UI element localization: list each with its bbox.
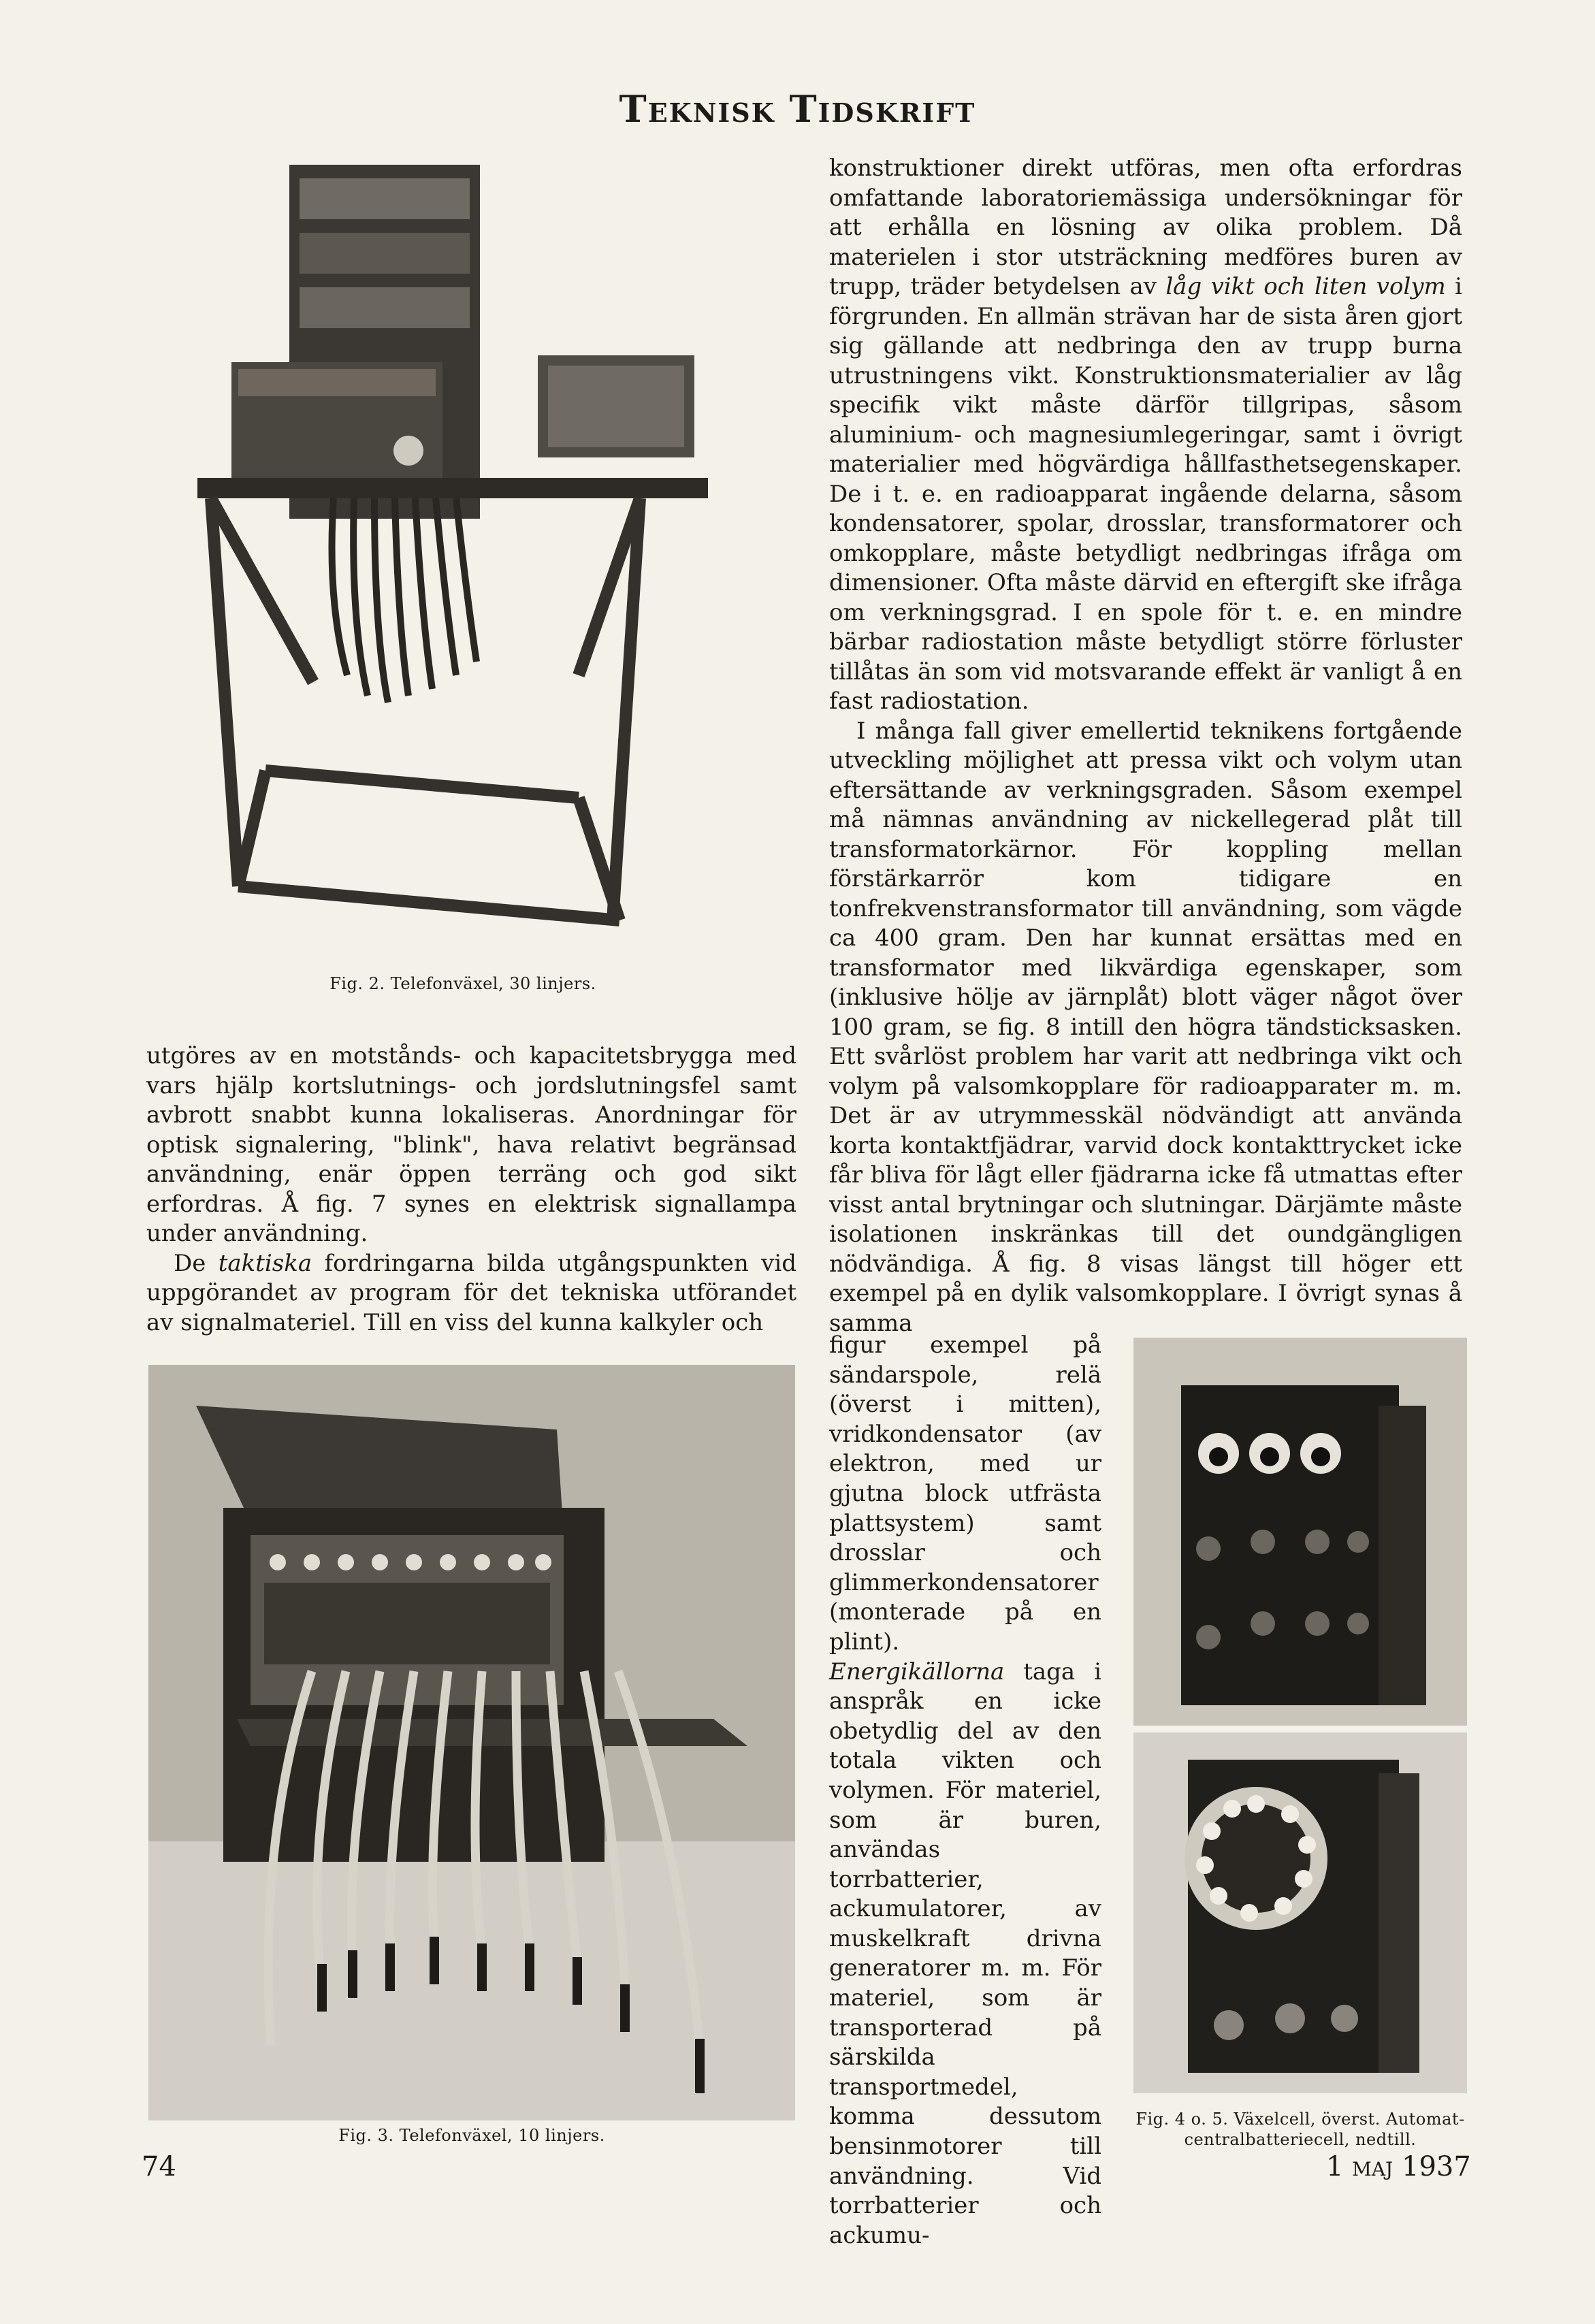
left-paragraph-1: utgöres av en motstånds- och kapacitetsbrygga med vars hjälp kortslutnings- och jordslutningsfel samt avbrott snabbt kunna lokaliseras. Anordningar för optisk signalering, "blink", hava relativt begränsad användning, enär öppen terräng och god sikt erfordras. Å fig. 7 synes en elektrisk signallampa under användning.	[146, 1042, 796, 1247]
issue-date: 1 maj 1937	[1326, 2151, 1471, 2182]
figure-3-photo	[148, 1365, 795, 2120]
left-paragraph-2: De taktiska fordringarna bilda utgångspunkten vid uppgörandet av program för det tekniska utförandet av signalmateriel. Till en viss del kunna kalkyler och	[146, 1249, 796, 1336]
right-paragraph-1: konstruktioner direkt utföras, men ofta erfordras omfattande laboratoriemässiga undersökningar för att erhålla en lösning av olika problem. Då materielen i stor utsträckning medföres buren av trupp, träder betydelsen av låg vikt och liten volym i förgrunden. En allmän strävan har de sista åren gjort sig gällande att nedbringa den av trupp burna utrustningens vikt. Konstruktionsmaterialier av låg specifik vikt måste därför tillgripas, såsom aluminium- och magnesiumlegeringar, samt i övrigt materialier med högvärdiga hållfasthetsegenskaper. De i t. e. en radioapparat ingående delarna, såsom kondensatorer, spolar, drosslar, transformatorer och omkopplare, måste betydligt nedbringas ifråga om dimensioner. Ofta måste därvid en eftergift ske ifråga om verkningsgrad. I en spole för t. e. en mindre bärbar radiostation måste betydligt större förluster tillåtas än som vid motsvarande effekt är vanligt å en fast radiostation.	[829, 155, 1462, 715]
switchboard-10-lines-illustration	[148, 1365, 795, 2120]
figure-45-caption-line-2: centralbatteriecell, nedtill.	[1184, 2130, 1417, 2149]
figure-45-caption	[1123, 2109, 1477, 2150]
page-number: 74	[142, 2151, 176, 2182]
switchboard-30-lines-illustration	[197, 158, 728, 968]
left-column-text	[146, 1042, 796, 1338]
figure-5-photo	[1133, 1732, 1467, 2093]
figure-45-caption-line-1: Fig. 4 o. 5. Växelcell, överst. Automat-	[1135, 2110, 1465, 2129]
right-paragraph-2: I många fall giver emellertid teknikens fortgående utveckling möjlighet att pressa vikt och volym utan eftersättande av verkningsgraden. Såsom exempel må nämnas användning av nickellegerad plåt till transformatorkärnor. För koppling mellan förstärkarrör kom tidigare en tonfrekvenstransformator till användning, som vägde ca 400 gram. Den har kunnat ersättas med en transformator med likvärdiga egenskaper, som (inklusive hölje av järnplåt) blott väger något över 100 gram, se fig. 8 intill den högra tändsticksasken. Ett svårlöst problem har varit att nedbringa vikt och volym på valsomkopplare för radioapparater m. m. Det är av utrymmesskäl nödvändigt att använda korta kontaktfjädrar, varvid dock kontakttrycket icke får bliva för lågt eller fjädrarna icke få utmattas efter visst antal brytningar och slutningar. Därjämte måste isolationen inskränkas till det oundgängligen nödvändiga. Å fig. 8 visas längst till höger ett exempel på en dylik valsomkopplare. I övrigt synas å samma	[829, 717, 1462, 1337]
figure-3-caption: Fig. 3. Telefonväxel, 10 linjers.	[338, 2126, 605, 2145]
right-narrow-text	[829, 1331, 1101, 2250]
automatic-battery-cell-illustration	[1133, 1732, 1467, 2093]
right-column-text	[829, 154, 1462, 1338]
figure-2-caption: Fig. 2. Telefonväxel, 30 linjers.	[329, 974, 596, 993]
right-paragraph-3: figur exempel på sändarspole, relä (överst i mitten), vridkondensator (av elektron, med ur gjutna block utfrästa plattsystem) samt drosslar och glimmerkondensatorer (monterade på en plint).	[829, 1332, 1101, 1656]
journal-header: Teknisk Tidskrift	[619, 87, 976, 131]
exchange-cell-illustration	[1133, 1338, 1467, 1726]
figure-4-photo	[1133, 1338, 1467, 1726]
right-paragraph-4: Energikällorna taga i anspråk en icke obetydlig del av den totala vikten och volymen. För materiel, som är buren, användas torrbatterier, ackumulatorer, av muskelkraft drivna generatorer m. m. För materiel, som är transporterad på särskilda transportmedel, komma dessutom bensinmotorer till användning. Vid torrbatterier och ackumu-	[829, 1658, 1101, 2249]
figure-2-photo	[197, 158, 728, 968]
